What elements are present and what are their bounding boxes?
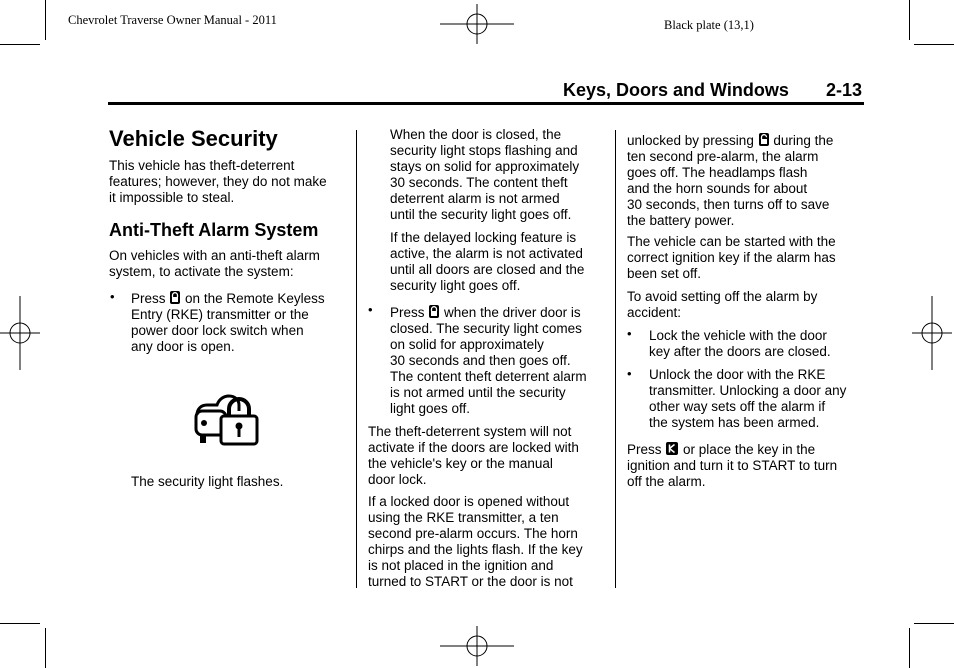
- text-line: features; however, they do not make: [109, 174, 327, 189]
- text-span: on the Remote Keyless: [185, 291, 325, 306]
- text-line: active, the alarm is not activated: [390, 246, 583, 261]
- bullet-item: [649, 328, 831, 360]
- text-line: The vehicle can be started with the: [627, 234, 836, 249]
- text-line: Entry (RKE) transmitter or the: [131, 307, 309, 322]
- text-line: other way sets off the alarm if: [649, 399, 826, 414]
- running-header-right: Black plate (13,1): [664, 18, 754, 32]
- registration-mark-left: [0, 296, 40, 370]
- crop-mark: [909, 628, 910, 668]
- paragraph: [627, 441, 837, 490]
- page-title: Vehicle Security: [109, 126, 278, 151]
- text-span: during the: [773, 133, 834, 148]
- crop-mark: [0, 44, 40, 45]
- paragraph: [390, 230, 584, 294]
- text-line: until the security light goes off.: [390, 207, 572, 222]
- text-line: until all doors are closed and the: [390, 262, 585, 277]
- text-line: door lock.: [368, 472, 427, 487]
- text-line: is not armed until the security: [390, 385, 566, 400]
- text-line: the vehicle's key or the manual: [368, 456, 553, 471]
- column-divider: [356, 130, 357, 588]
- text-span: when the driver door is: [444, 305, 581, 320]
- text-line: the battery power.: [627, 213, 735, 228]
- crop-mark: [914, 623, 954, 624]
- page-number: 2-13: [826, 80, 863, 100]
- text-line: security light goes off.: [390, 278, 521, 293]
- bullet-item: [649, 367, 846, 431]
- text-line: [627, 132, 833, 149]
- text-span: Press: [390, 305, 425, 320]
- text-line: any door is open.: [131, 339, 235, 354]
- text-line: is not placed in the ignition and: [368, 558, 554, 573]
- bullet: •: [627, 366, 632, 381]
- text-line: and the horn sounds for about: [627, 181, 808, 196]
- text-line: security light stops flashing and: [390, 143, 578, 158]
- section-rule: [108, 102, 864, 105]
- text-line: the system has been armed.: [649, 415, 820, 430]
- text-line: [627, 441, 837, 458]
- text-span: Press: [131, 291, 166, 306]
- text-line: If a locked door is opened without: [368, 494, 570, 509]
- text-line: power door lock switch when: [131, 323, 304, 338]
- figure-caption: The security light flashes.: [131, 474, 284, 489]
- text-line: ignition and turn it to START to turn: [627, 458, 838, 473]
- text-line: chirps and the lights flash. If the key: [368, 542, 583, 557]
- bullet: •: [110, 289, 115, 304]
- paragraph: [627, 289, 817, 321]
- bullet-item: [131, 290, 325, 355]
- text-line: [390, 304, 587, 321]
- crop-mark: [909, 0, 910, 40]
- bullet: •: [627, 326, 632, 341]
- text-line: If the delayed locking feature is: [390, 230, 577, 245]
- text-line: The theft-deterrent system will not: [368, 424, 572, 439]
- text-line: 30 seconds and then goes off.: [390, 353, 571, 368]
- text-line: This vehicle has theft-deterrent: [109, 158, 295, 173]
- crop-mark: [45, 0, 46, 40]
- text-line: ten second pre-alarm, the alarm: [627, 149, 819, 164]
- text-line: The content theft deterrent alarm: [390, 369, 587, 384]
- text-line: accident:: [627, 305, 682, 320]
- text-line: 30 seconds. The content theft: [390, 175, 568, 190]
- bullet: •: [368, 302, 373, 317]
- text-line: closed. The security light comes: [390, 321, 582, 336]
- bullet-item: [390, 304, 587, 417]
- column-divider: [615, 130, 616, 588]
- crop-mark: [914, 44, 954, 45]
- text-line: 30 seconds, then turns off to save: [627, 197, 830, 212]
- text-line: correct ignition key if the alarm has: [627, 250, 836, 265]
- text-line: turned to START or the door is not: [368, 574, 573, 589]
- text-line: stays on solid for approximately: [390, 159, 580, 174]
- intro-paragraph: [109, 158, 327, 206]
- paragraph: [109, 248, 320, 280]
- paragraph: [627, 234, 836, 282]
- text-line: off the alarm.: [627, 474, 706, 489]
- text-line: To avoid setting off the alarm by: [627, 289, 818, 304]
- running-header-left: Chevrolet Traverse Owner Manual - 2011: [68, 13, 277, 27]
- text-line: [131, 290, 325, 307]
- text-line: light goes off.: [390, 401, 471, 416]
- text-span: or place the key in the: [683, 442, 816, 457]
- paragraph: [627, 132, 833, 229]
- paragraph: [368, 424, 579, 488]
- lock-icon: [169, 290, 181, 305]
- paragraph: [390, 127, 579, 223]
- text-span: Press: [627, 442, 662, 457]
- paragraph: [368, 494, 583, 590]
- text-line: transmitter. Unlocking a door any: [649, 383, 847, 398]
- text-line: Unlock the door with the RKE: [649, 367, 826, 382]
- text-line: on solid for approximately: [390, 337, 544, 352]
- text-line: activate if the doors are locked with: [368, 440, 579, 455]
- text-line: been set off.: [627, 266, 702, 281]
- registration-mark-top: [440, 4, 514, 44]
- crop-mark: [45, 628, 46, 668]
- text-line: system, to activate the system:: [109, 264, 294, 279]
- remote-start-icon: [665, 441, 679, 456]
- text-line: When the door is closed, the: [390, 127, 562, 142]
- text-line: goes off. The headlamps flash: [627, 165, 808, 180]
- lock-icon: [428, 304, 440, 319]
- text-line: second pre-alarm occurs. The horn: [368, 526, 578, 541]
- text-line: it impossible to steal.: [109, 190, 235, 205]
- registration-mark-right: [912, 296, 952, 370]
- section-title: Keys, Doors and Windows: [563, 80, 789, 100]
- text-line: using the RKE transmitter, a ten: [368, 510, 559, 525]
- text-span: unlocked by pressing: [627, 133, 754, 148]
- text-line: deterrent alarm is not armed: [390, 191, 560, 206]
- subsection-title: Anti-Theft Alarm System: [109, 220, 319, 240]
- security-light-icon: [193, 393, 261, 447]
- section-header: [108, 80, 864, 106]
- unlock-icon: [758, 132, 770, 147]
- registration-mark-bottom: [440, 626, 514, 666]
- text-line: key after the doors are closed.: [649, 344, 831, 359]
- text-line: On vehicles with an anti-theft alarm: [109, 248, 320, 263]
- text-line: Lock the vehicle with the door: [649, 328, 827, 343]
- crop-mark: [0, 623, 40, 624]
